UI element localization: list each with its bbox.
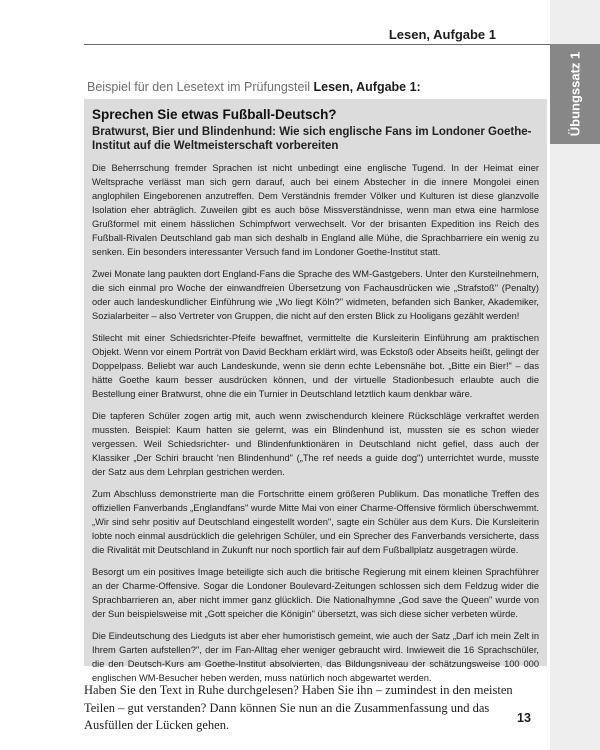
outro-text: Haben Sie den Text in Ruhe durchgelesen? Haben Sie ihn – zumindest in den meisten Teilen – gut verstanden? Dann können Sie nun an die Zusammenfassung und das Ausfüllen der Lücken gehen.	[84, 683, 513, 732]
article-paragraph-3: Stilecht mit einer Schiedsrichter-Pfeife bewaffnet, vermittelte die Kursleiterin Einführung am praktischen Objekt. Wenn vor einem Porträt von David Beckham erklärt wird, was Eckstoß oder Abseits heißt, gelingt der Doppelpass. Beliebt war auch Landeskunde, wenn sie denn echte Lebensnähe bot. „Bitte ein Bier!" – das hätte Goethe kaum besser ausdrücken können, und der virtuelle Stadionbesuch erlaubte auch die Bestellung einer Bratwurst, ohne die ein Turnier in Deutschland letztlich kaum denkbar wäre.	[92, 333, 539, 399]
article-box	[84, 99, 547, 683]
article-paragraph-5: Zum Abschluss demonstrierte man die Fortschritte einem größeren Publikum. Das monatliche Treffen des offiziellen Fanverbands „Englandfans" wurde Mitte Mai von einer Charme-Offensive förmlich überschwemmt. „Wir sind sehr positiv auf Deutschland eingestellt worden", sagte ein Schüler aus dem Kurs. Die Kursleiterin lobte noch einmal ausdrücklich die gelehrigen Schüler, und ein Sprecher des Fanverbands versicherte, dass die Rivalität mit Deutschland in Zukunft nur noch sportlich fair auf dem Fußballplatz ausgetragen würde.	[92, 489, 539, 555]
article-title: Sprechen Sie etwas Fußball-Deutsch?	[92, 107, 337, 122]
article-subtitle: Bratwurst, Bier und Blindenhund: Wie sich englische Fans im Londoner Goethe-Institut auf die Weltmeisterschaft vorbereiten	[92, 126, 532, 152]
section-tab-label: Übungssatz 1	[567, 51, 583, 137]
intro-line	[87, 80, 421, 94]
intro-bold: Lesen, Aufgabe 1:	[313, 80, 421, 94]
article-paragraph-7: Die Eindeutschung des Liedguts ist aber eher humoristisch gemeint, wie auch der Satz „Darf ich mein Zelt in Ihrem Garten aufstellen?", der im Fan-Alltag eher weniger gebraucht wird. Inwieweit die 16 Sprachschüler, die den Deutsch-Kurs am Goethe-Institut absolvierten, das Bildungsniveau der schätzungsweise 100 000 englischen WM-Besucher heben werden, muss natürlich noch abgewartet werden.	[92, 631, 539, 683]
article-paragraph-4: Die tapferen Schüler zogen artig mit, auch wenn zwischendurch kleinere Rückschläge verkraftet werden mussten. Beispiel: Kaum hatten sie gelernt, was ein Blindenhund ist, mussten sie es schon wieder vergessen. Weil Schiedsrichter- und Blindenfunktionären in Deutschland nicht gefiel, dass auch der Klassiker „Der Schiri braucht 'nen Blindenhund" („The ref needs a guide dog") unterrichtet wurde, musste der Satz aus dem Lehrplan gestrichen werden.	[92, 411, 539, 477]
header-divider	[84, 44, 550, 45]
intro-prefix: Beispiel für den Lesetext im Prüfungsteil	[87, 80, 314, 94]
page-number: 13	[517, 711, 531, 725]
article-paragraph-2: Zwei Monate lang paukten dort England-Fans die Sprache des WM-Gastgebers. Unter den Kursteilnehmern, die sich einmal pro Woche der einwandfreien Übersetzung von Fachausdrücken wie „Strafstoß" (Penalty) oder auch landeskundlicher Einführung wie „Wo liegt Köln?" widmeten, befanden sich Banker, Akademiker, Sozialarbeiter – also Vertreter von Gruppen, die nicht auf den ersten Blick zu Hooligans gezählt werden!	[92, 269, 539, 321]
header-title: Lesen, Aufgabe 1	[388, 27, 496, 42]
article-paragraph-1: Die Beherrschung fremder Sprachen ist nicht unbedingt eine englische Tugend. In der Heimat einer Weltsprache verlässt man sich gern darauf, auch bei einem Abstecher in die innere Mongolei einen anglophilen Eingeborenen anzutreffen. Dem Verständnis fremder Völker und Kulturen ist diese glanzvolle Isolation eher abträglich. Zuweilen gibt es auch böse Missverständnisse, wenn man etwa eine harmlose Grußformel mit einem hässlichen Schimpfwort verwechselt. Vor der brisanten Expedition ins Reich des Fußball-Rivalen Deutschland gab man sich deshalb in England alle Mühe, die Sprachbarriere ein wenig zu senken. Ein besonders interessanter Versuch fand im Londoner Goethe-Institut statt.	[92, 163, 539, 257]
article-paragraph-6: Besorgt um ein positives Image beteiligte sich auch die britische Regierung mit einem kleinen Sprachführer an der Charme-Offensive. Sogar die Londoner Boulevard-Zeitungen schlossen sich dem Feldzug wider die Sprachbarrieren an, aber nicht immer ganz glücklich. Die Nationalhymne „God save the Queen" wurde von der Sun beispielsweise mit „Gott speicher die Königin" übersetzt, was sich diese sicher verbeten würde.	[92, 567, 539, 619]
article-content	[92, 107, 539, 693]
